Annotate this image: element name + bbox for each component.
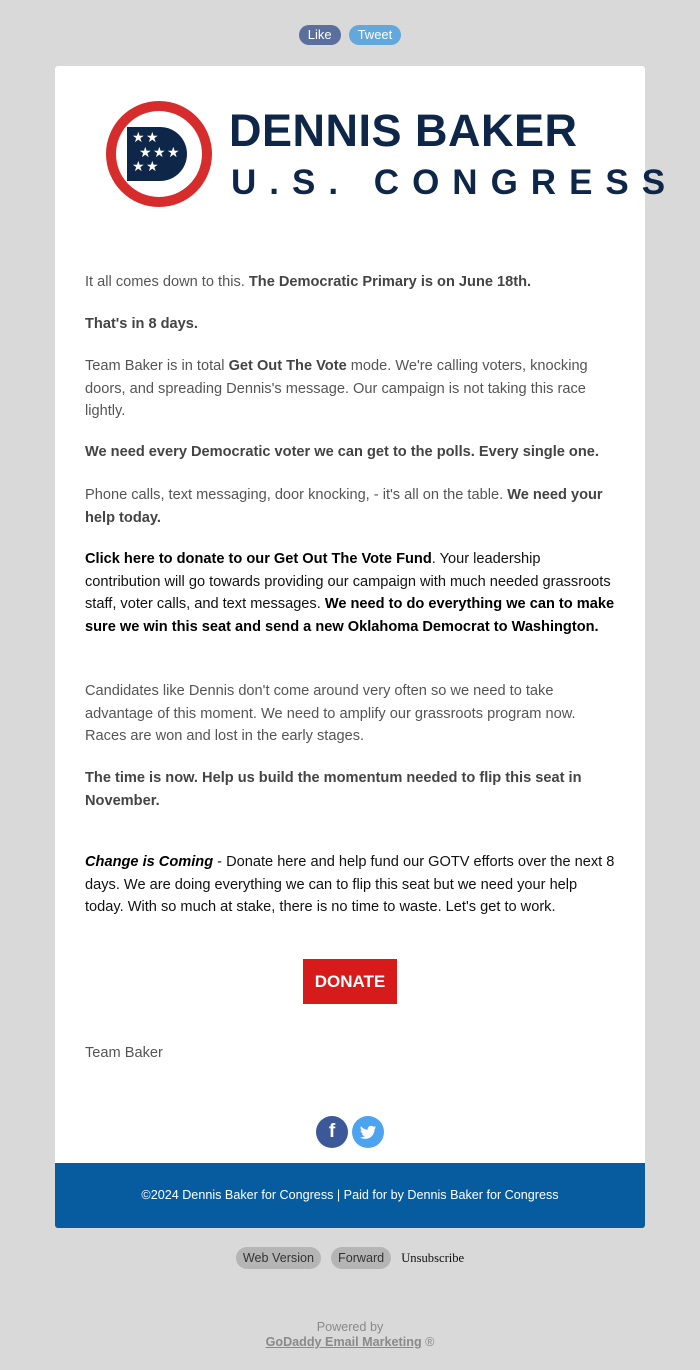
email-card: [55, 66, 679, 1163]
svg-text:★: ★: [153, 145, 166, 161]
donate-button[interactable]: DONATE: [303, 959, 397, 1004]
footer-text: ©2024 Dennis Baker for Congress | Paid for by Dennis Baker for Congress: [141, 1188, 559, 1202]
campaign-logo[interactable]: [106, 101, 679, 207]
svg-text:★: ★: [139, 145, 152, 161]
footer-band: [55, 1163, 645, 1228]
svg-text:★: ★: [146, 159, 159, 175]
registered-mark: ®: [421, 1335, 435, 1349]
powered-by: [0, 1320, 700, 1350]
powered-by-label: Powered by: [316, 1320, 384, 1334]
logo-name: DENNIS BAKER: [229, 105, 578, 156]
facebook-like-button[interactable]: Like: [299, 25, 341, 45]
tweet-button[interactable]: Tweet: [349, 25, 402, 45]
facebook-icon[interactable]: f: [316, 1116, 348, 1148]
star-d-icon: [106, 101, 212, 207]
web-version-link[interactable]: Web Version: [236, 1247, 321, 1269]
change-is-coming-link[interactable]: Change is Coming: [85, 854, 214, 870]
share-bar: [0, 25, 700, 45]
logo-subtitle: U.S. CONGRESS: [231, 163, 679, 202]
godaddy-link[interactable]: GoDaddy Email Marketing: [265, 1335, 422, 1349]
unsubscribe-link[interactable]: Unsubscribe: [401, 1250, 465, 1265]
social-links: [55, 1116, 645, 1148]
paragraph-2: That's in 8 days.: [85, 316, 198, 332]
forward-link[interactable]: Forward: [331, 1247, 391, 1269]
svg-text:★: ★: [146, 130, 159, 146]
donate-link[interactable]: Click here to donate to our Get Out The Vote Fund: [85, 551, 432, 567]
svg-text:★: ★: [132, 130, 145, 146]
paragraph-5: Phone calls, text messaging, door knocking, - it's all on the table. We need your help today.: [85, 487, 603, 526]
paragraph-7: Candidates like Dennis don't come around very often so we need to take advantage of this moment. We need to amplify our grassroots program now. Races are won and lost in the early stages.: [85, 683, 576, 745]
footer-links: [0, 1247, 700, 1269]
paragraph-4: We need every Democratic voter we can get to the polls. Every single one.: [85, 444, 599, 460]
twitter-bird-icon: [352, 1116, 384, 1148]
signoff: Team Baker: [85, 1045, 163, 1061]
svg-text:★: ★: [167, 145, 180, 161]
twitter-icon[interactable]: [352, 1116, 384, 1148]
paragraph-9: Change is Coming - Donate here and help fund our GOTV efforts over the next 8 days. We are doing everything we can to flip this seat but we need your help today. With so much at stake, there is no time to waste. Let's get to work.: [85, 854, 615, 916]
paragraph-1: It all comes down to this. The Democratic Primary is on June 18th.: [85, 274, 532, 290]
paragraph-8: The time is now. Help us build the momentum needed to flip this seat in November.: [85, 770, 582, 809]
paragraph-3: Team Baker is in total Get Out The Vote mode. We're calling voters, knocking doors, and spreading Dennis's message. Our campaign is not taking this race lightly.: [85, 358, 588, 420]
paragraph-6: Click here to donate to our Get Out The Vote Fund. Your leadership contribution will go towards providing our campaign with much needed grassroots staff, voter calls, and text messages. We need to do everything we can to make sure we win this seat and send a new Oklahoma Democrat to Washington.: [85, 551, 615, 635]
svg-text:★: ★: [132, 159, 145, 175]
logo-emblem: [106, 101, 212, 207]
